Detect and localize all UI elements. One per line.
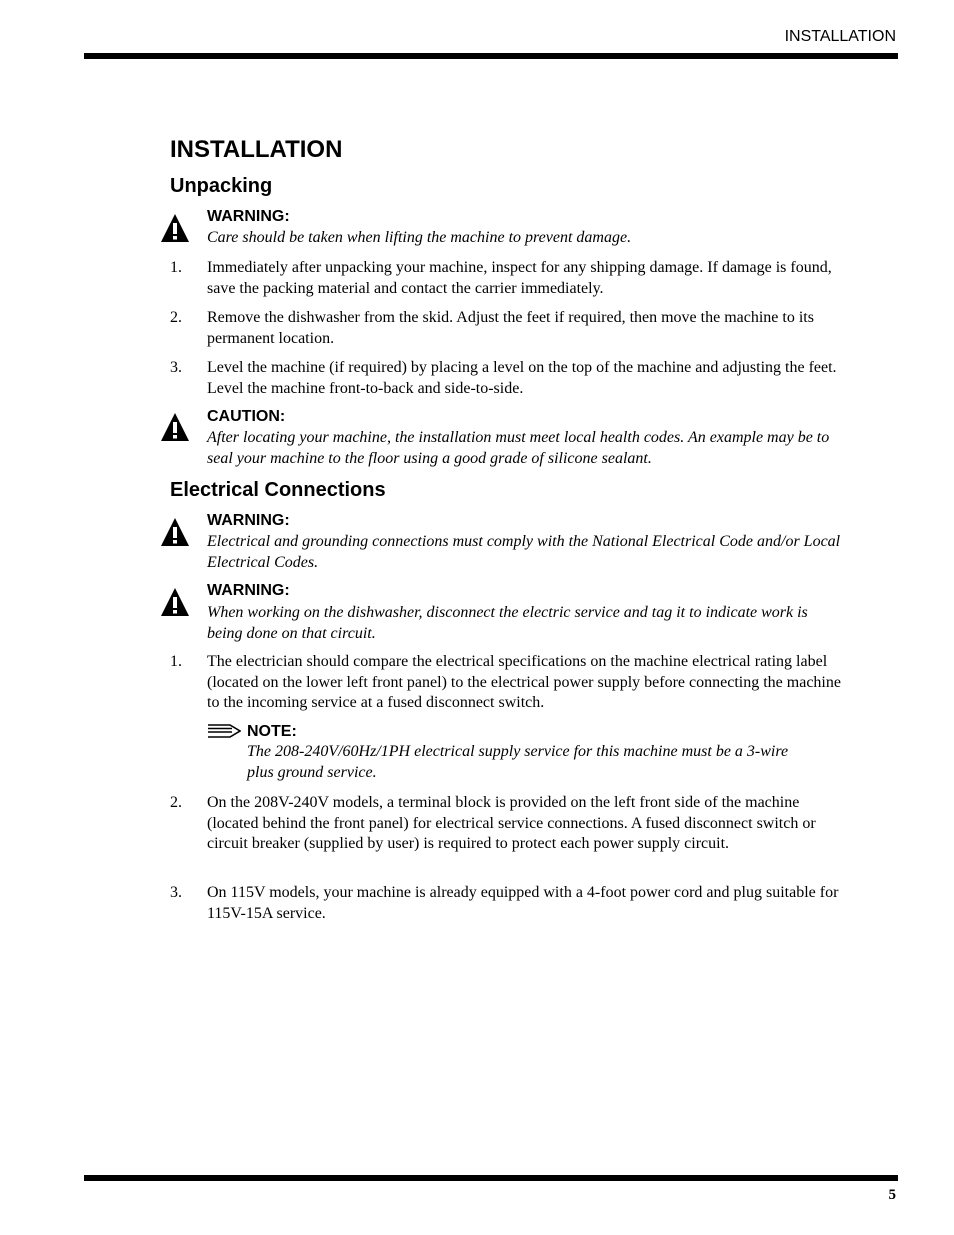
warning-label: WARNING: [207, 582, 290, 599]
step-text: The electrician should compare the electrical specifications on the machine electrical rating label (located on the lower left front panel) to the electrical power supply before connecting the machine to the incoming service at a fused disconnect switch. [207, 653, 841, 711]
step-number: 2. [170, 309, 182, 326]
step-number: 3. [170, 884, 182, 901]
section-heading-electrical: Electrical Connections [170, 479, 386, 501]
step-number: 2. [170, 794, 182, 811]
step-number: 1. [170, 259, 182, 276]
step-text: On the 208V-240V models, a terminal block is provided on the left front side of the machine (located behind the front panel) for electrical service connections. A fused disconnect switch or circuit breaker (supplied by user) is required to protect each power supply circuit. [207, 794, 816, 852]
step-text: On 115V models, your machine is already equipped with a 4-foot power cord and plug suitable for 115V-15A service. [207, 884, 839, 922]
page-title: INSTALLATION [170, 136, 343, 163]
warning-text: Electrical and grounding connections must comply with the National Electrical Code and/or Local Electrical Codes. [207, 533, 841, 571]
warning-triangle-icon [160, 517, 190, 547]
warning-label: WARNING: [207, 208, 290, 225]
note-label: NOTE: [247, 723, 297, 740]
warning-text: When working on the dishwasher, disconnect the electric service and tag it to indicate work is being done on that circuit. [207, 604, 808, 642]
warning-label: WARNING: [207, 512, 290, 529]
caution-label: CAUTION: [207, 408, 286, 425]
footer-rule [84, 1175, 898, 1181]
warning-triangle-icon [160, 587, 190, 617]
note-pointer-icon [207, 723, 241, 739]
step-text: Remove the dishwasher from the skid. Adjust the feet if required, then move the machine to its permanent location. [207, 309, 814, 347]
section-heading-unpacking: Unpacking [170, 175, 273, 197]
warning-triangle-icon [160, 213, 190, 243]
step-number: 3. [170, 359, 182, 376]
caution-text: After locating your machine, the installation must meet local health codes. An example may be to seal your machine to the floor using a good grade of silicone sealant. [207, 429, 830, 467]
note-text: The 208-240V/60Hz/1PH electrical supply service for this machine must be a 3-wire plus ground service. [247, 743, 789, 781]
warning-text: Care should be taken when lifting the machine to prevent damage. [207, 229, 632, 246]
step-number: 1. [170, 653, 182, 670]
header-rule [84, 53, 898, 59]
step-text: Level the machine (if required) by placing a level on the top of the machine and adjusting the feet. Level the machine front-to-back and side-to-side. [207, 359, 837, 397]
page-number: 5 [888, 1187, 896, 1203]
warning-triangle-icon [160, 412, 190, 442]
step-text: Immediately after unpacking your machine, inspect for any shipping damage. If damage is found, save the packing material and contact the carrier immediately. [207, 259, 832, 297]
running-header: INSTALLATION [784, 28, 896, 45]
